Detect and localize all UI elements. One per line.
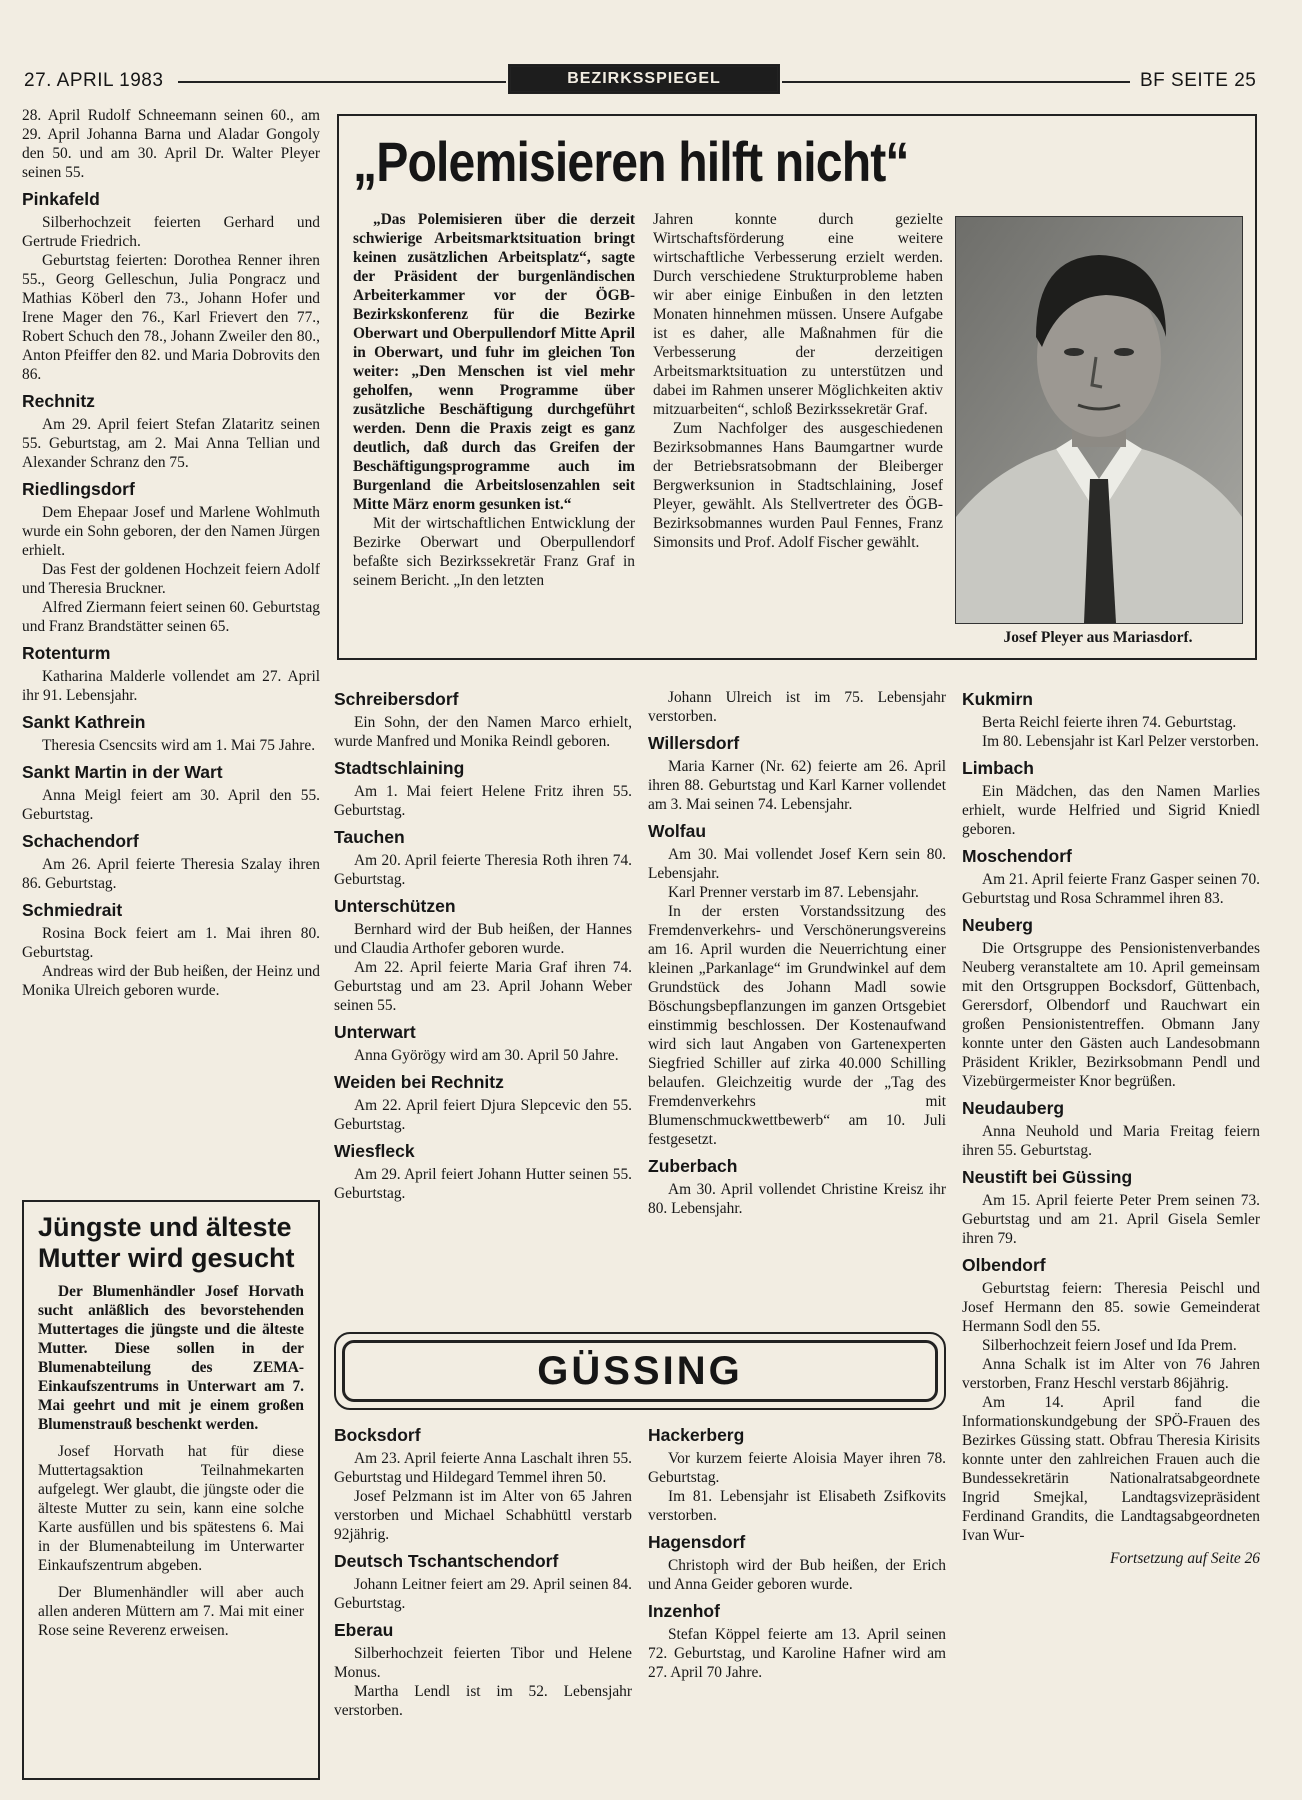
article-paragraph: Rosina Bock feiert am 1. Mai ihren 80. Geburtstag.	[22, 925, 320, 961]
portrait-image	[956, 217, 1242, 623]
guessing-column-right	[648, 1424, 946, 1682]
article-paragraph: Theresia Csencsits wird am 1. Mai 75 Jahre.	[42, 737, 316, 754]
place-heading: Unterwart	[334, 1022, 416, 1042]
article-paragraph: Am 1. Mai feiert Helene Fritz ihren 55. Geburtstag.	[334, 783, 632, 819]
col3-intro: Johann Ulreich ist im 75. Lebensjahr verstorben.	[648, 689, 946, 725]
feature-column-left	[353, 210, 635, 590]
column-2	[334, 688, 632, 1203]
feature-headline: „Polemisieren hilft nicht“	[353, 130, 909, 193]
article-paragraph: Am 22. April feierte Maria Graf ihren 74. Geburtstag und am 23. April Johann Weber seinen 55.	[334, 959, 632, 1014]
article-paragraph: Karl Prenner verstarb im 87. Lebensjahr.	[668, 884, 919, 901]
article-paragraph: Anna Meigl feiert am 30. April den 55. Geburtstag.	[22, 787, 320, 823]
guessing-banner	[334, 1332, 946, 1410]
article-paragraph: Johann Leitner feiert am 29. April seinen 84. Geburtstag.	[334, 1576, 632, 1612]
guessing-column-left	[334, 1424, 632, 1720]
article-paragraph: Am 29. April feiert Johann Hutter seinen 55. Geburtstag.	[334, 1166, 632, 1202]
mother-search-box	[22, 1200, 320, 1780]
article-paragraph: Anna Györögy wird am 30. April 50 Jahre.	[354, 1047, 619, 1064]
place-heading: Neuberg	[962, 915, 1033, 935]
place-heading: Inzenhof	[648, 1601, 720, 1621]
box-paragraph: Der Blumenhändler will aber auch allen anderen Müttern am 7. Mai mit einer Rose seine Reverenz erweisen.	[38, 1584, 304, 1639]
section-title: BEZIRKSSPIEGEL	[508, 64, 780, 94]
article-paragraph: In der ersten Vorstandssitzung des Fremdenverkehrs- und Verschönerungsvereins am 16. April wurden die Neuerrichtung einer kleinen „Parkanlage“ im Grundwinkel auf dem Grundstück des Johann Madl sowie Böschungsbepflanzungen im ganzen Ortsgebiet einstimmig beschlossen. Der Kostenaufwand wird sich laut Angaben von Gartenexperten Siegfried Schiller auf zirka 40.000 Schilling belaufen. Gleichzeitig wurde der „Tag des Fremdenverkehrs mit Blumenschmuckwettbewerb“ am 10. Juli festgesetzt.	[648, 903, 946, 1148]
place-heading: Weiden bei Rechnitz	[334, 1072, 504, 1092]
place-heading: Rotenturm	[22, 643, 111, 663]
place-heading: Deutsch Tschantschendorf	[334, 1551, 559, 1571]
article-paragraph: Silberhochzeit feierten Tibor und Helene Monus.	[334, 1645, 632, 1681]
article-paragraph: Stefan Köppel feierte am 13. April seinen 72. Geburtstag, und Karoline Hafner wird am 27. April 70 Jahre.	[648, 1626, 946, 1681]
place-heading: Wiesfleck	[334, 1141, 415, 1161]
article-paragraph: Katharina Malderle vollendet am 27. April ihr 91. Lebensjahr.	[22, 668, 320, 704]
article-paragraph: Am 23. April feierte Anna Laschalt ihren 55. Geburtstag und Hildegard Temmel ihren 50.	[334, 1450, 632, 1486]
continued-note: Fortsetzung auf Seite 26	[1109, 1550, 1260, 1567]
article-paragraph: Vor kurzem feierte Aloisia Mayer ihren 78. Geburtstag.	[648, 1450, 946, 1486]
place-heading: Schachendorf	[22, 831, 139, 851]
article-paragraph: Josef Pelzmann ist im Alter von 65 Jahren verstorben und Michael Schabhüttl verstarb 92jährig.	[334, 1488, 632, 1543]
article-paragraph: Geburtstag feierten: Dorothea Renner ihren 55., Georg Gelleschun, Julia Pongracz und Mathias Köberl den 73., Johann Hofer und Irene Mager den 76., Karl Frievert den 77., Robert Schuch den 78., Johann Zweiler den 80., Anton Pfeiffer den 82. und Maria Dobrovits den 86.	[22, 252, 320, 383]
article-paragraph: Andreas wird der Bub heißen, der Heinz und Monika Ulreich geboren wurde.	[22, 963, 320, 999]
article-paragraph: Am 21. April feierte Franz Gasper seinen 70. Geburtstag und Rosa Schrammel ihren 83.	[962, 871, 1260, 907]
header-rule-left	[178, 81, 506, 83]
place-heading: Schmiedrait	[22, 900, 123, 920]
article-paragraph: Ein Mädchen, das den Namen Marlies erhielt, wurde Helfried und Sigrid Kniedl geboren.	[962, 783, 1260, 838]
article-paragraph: Im 81. Lebensjahr ist Elisabeth Zsifkovits verstorben.	[648, 1488, 946, 1524]
page-number: BF SEITE 25	[1140, 70, 1257, 91]
article-paragraph: Silberhochzeit feierten Gerhard und Gertrude Friedrich.	[22, 214, 320, 250]
place-heading: Unterschützen	[334, 896, 456, 916]
article-paragraph: Bernhard wird der Bub heißen, der Hannes und Claudia Arthofer geboren wurde.	[334, 921, 632, 957]
article-paragraph: Ein Sohn, der den Namen Marco erhielt, wurde Manfred und Monika Reindl geboren.	[334, 714, 632, 750]
article-paragraph: Martha Lendl ist im 52. Lebensjahr verstorben.	[334, 1683, 632, 1719]
article-paragraph: Am 15. April feierte Peter Prem seinen 73. Geburtstag und am 21. April Gisela Semler ihren 79.	[962, 1192, 1260, 1247]
place-heading: Eberau	[334, 1620, 394, 1640]
feature-paragraph: Mit der wirtschaftlichen Entwicklung der Bezirke Oberwart und Oberpullendorf befaßte sich Bezirkssekretär Franz Graf in seinem Bericht. „In den letzten	[353, 515, 635, 589]
feature-paragraph: Jahren konnte durch gezielte Wirtschaftsförderung eine weitere wirtschaftliche Verbesserung erzielt werden. Durch verschiedene Strukturprobleme haben wir aber einige Einbußen in den letzten Monaten hinnehmen müssen. Unsere Aufgabe ist es daher, alle Maßnahmen für die Verbesserung der derzeitigen Arbeitsmarktsituation zu unterstützen und dabei im Rahmen unserer Möglichkeiten aktiv mitzuarbeiten“, schloß Bezirkssekretär Graf.	[653, 211, 943, 418]
place-heading: Schreibersdorf	[334, 689, 459, 709]
article-paragraph: Anna Neuhold und Maria Freitag feiern ihren 55. Geburtstag.	[962, 1123, 1260, 1159]
article-paragraph: Im 80. Lebensjahr ist Karl Pelzer verstorben.	[982, 733, 1259, 750]
article-paragraph: Am 26. April feierte Theresia Szalay ihren 86. Geburtstag.	[22, 856, 320, 892]
article-paragraph: Am 29. April feiert Stefan Zlataritz seinen 55. Geburtstag, am 2. Mai Anna Tellian und Alexander Schranz den 75.	[22, 416, 320, 471]
article-paragraph: Alfred Ziermann feiert seinen 60. Geburtstag und Franz Brandstätter seinen 65.	[22, 599, 320, 635]
article-paragraph: Am 30. Mai vollendet Josef Kern sein 80. Lebensjahr.	[648, 846, 946, 882]
article-paragraph: Das Fest der goldenen Hochzeit feiern Adolf und Theresia Bruckner.	[22, 561, 320, 597]
column-4	[962, 688, 1260, 1568]
place-heading: Pinkafeld	[22, 189, 100, 209]
place-heading: Olbendorf	[962, 1255, 1046, 1275]
place-heading: Kukmirn	[962, 689, 1033, 709]
col1-intro: 28. April Rudolf Schneemann seinen 60., am 29. April Johanna Barna und Aladar Gongoly den 50. und am 30. April Dr. Walter Pleyer seinen 55.	[22, 107, 320, 181]
feature-paragraph: Zum Nachfolger des ausgeschiedenen Bezirksobmannes Hans Baumgartner wurde der Betriebsratsobmann der Bleiberger Bergwerksunion in Stadtschlaining, Josef Pleyer, gewählt. Als Stellvertreter des ÖGB-Bezirksobmannes wurden Paul Fennes, Franz Simonsits und Prof. Adolf Fischer gewählt.	[653, 420, 943, 551]
box-title: Jüngste und älteste Mutter wird gesucht	[38, 1212, 295, 1273]
place-heading: Wolfau	[648, 821, 707, 841]
article-paragraph: Maria Karner (Nr. 62) feierte am 26. April ihren 88. Geburtstag und Karl Karner vollendet am 3. Mai seinen 74. Lebensjahr.	[648, 758, 946, 813]
place-heading: Tauchen	[334, 827, 405, 847]
issue-date: 27. APRIL 1983	[24, 70, 164, 91]
place-heading: Neudauberg	[962, 1098, 1065, 1118]
article-paragraph: Die Ortsgruppe des Pensionistenverbandes Neuberg veranstaltete am 10. April gemeinsam mit den Ortsgruppen Bocksdorf, Güttenbach, Gerersdorf, Olbendorf und Rauchwart ein großen Pensionistentreffen. Obmann Jany konnte unter den Gästen auch Landesobmann Präsident Krikler, Bezirksobmann Pendl und Vizebürgermeister Knor begrüßen.	[962, 940, 1260, 1090]
article-paragraph: Christoph wird der Bub heißen, der Erich und Anna Geider geboren wurde.	[648, 1557, 946, 1593]
article-paragraph: Am 20. April feierte Theresia Roth ihren 74. Geburtstag.	[334, 852, 632, 888]
place-heading: Zuberbach	[648, 1156, 738, 1176]
article-paragraph: Anna Schalk ist im Alter von 76 Jahren verstorben, Franz Heschl verstarb 86jährig.	[962, 1356, 1260, 1392]
header-rule-right	[782, 81, 1130, 83]
place-heading: Sankt Martin in der Wart	[22, 762, 223, 782]
box-lead: Der Blumenhändler Josef Horvath sucht anläßlich des bevorstehenden Muttertages die jüngste und die älteste Mutter. Diese sollen in der Blumenabteilung des ZEMA-Einkaufszentrums in Unterwart am 7. Mai geehrt und mit je einem großen Blumenstrauß beschenkt werden.	[38, 1283, 304, 1433]
place-heading: Hackerberg	[648, 1425, 745, 1445]
article-paragraph: Am 30. April vollendet Christine Kreisz ihr 80. Lebensjahr.	[648, 1181, 946, 1217]
place-heading: Stadtschlaining	[334, 758, 465, 778]
place-heading: Bocksdorf	[334, 1425, 421, 1445]
place-heading: Hagensdorf	[648, 1532, 746, 1552]
feature-lead: „Das Polemisieren über die derzeit schwierige Arbeitsmarktsituation bringt keinen zusätzlichen Arbeitsplatz“, sagte der Präsident der burgenländischen Arbeiterkammer vor der ÖGB-Bezirkskonferenz für die Bezirke Oberwart und Oberpullendorf Mitte April in Oberwart, und fuhr im gleichen Ton weiter: „Den Menschen ist viel mehr geholfen, wenn Programme über zusätzliche Beschäftigung durchgeführt werden. Denn die Praxis zeigt es ganz deutlich, daß durch das Greifen der Beschäftigungsprogramme auch im Burgenland die Arbeitslosenzahlen seit Mitte März enorm gesunken ist.“	[353, 211, 635, 513]
place-heading: Moschendorf	[962, 846, 1072, 866]
column-3	[648, 688, 946, 1218]
place-heading: Sankt Kathrein	[22, 712, 146, 732]
place-heading: Limbach	[962, 758, 1034, 778]
article-paragraph: Geburtstag feiern: Theresia Peischl und Josef Hermann den 85. sowie Gemeinderat Hermann Sodl den 55.	[962, 1280, 1260, 1335]
article-paragraph: Berta Reichl feierte ihren 74. Geburtstag.	[982, 714, 1237, 731]
article-paragraph: Silberhochzeit feiern Josef und Ida Prem.	[982, 1337, 1237, 1354]
portrait-photo	[955, 216, 1243, 624]
article-paragraph: Dem Ehepaar Josef und Marlene Wohlmuth wurde ein Sohn geboren, der den Namen Jürgen erhielt.	[22, 504, 320, 559]
place-heading: Rechnitz	[22, 391, 95, 411]
place-heading: Riedlingsdorf	[22, 479, 135, 499]
feature-column-right	[653, 210, 943, 552]
column-1	[22, 106, 320, 1000]
photo-caption: Josef Pleyer aus Mariasdorf.	[1003, 629, 1193, 646]
box-paragraph: Josef Horvath hat für diese Muttertagsaktion Teilnahmekarten aufgelegt. Wer glaubt, die jüngste oder die älteste Mutter zu sein, kann eine solche Karte ausfüllen und bis spätestens 6. Mai in der Blumenabteilung im Unterwarter Einkaufszentrum abgeben.	[38, 1443, 304, 1574]
banner-title: GÜSSING	[342, 1340, 938, 1402]
article-paragraph: Am 22. April feiert Djura Slepcevic den 55. Geburtstag.	[334, 1097, 632, 1133]
place-heading: Neustift bei Güssing	[962, 1167, 1133, 1187]
article-paragraph: Am 14. April fand die Informationskundgebung der SPÖ-Frauen des Bezirkes Güssing statt. Obfrau Theresia Kirisits konnte unter den zahlreichen Frauen auch die Bundessekretärin Nationalratsabgeordnete Ingrid Smejkal, Landtagsvizepräsident Ferdinand Grandits, die Landtagsabgeordneten Ivan Wur-	[962, 1394, 1260, 1544]
place-heading: Willersdorf	[648, 733, 740, 753]
